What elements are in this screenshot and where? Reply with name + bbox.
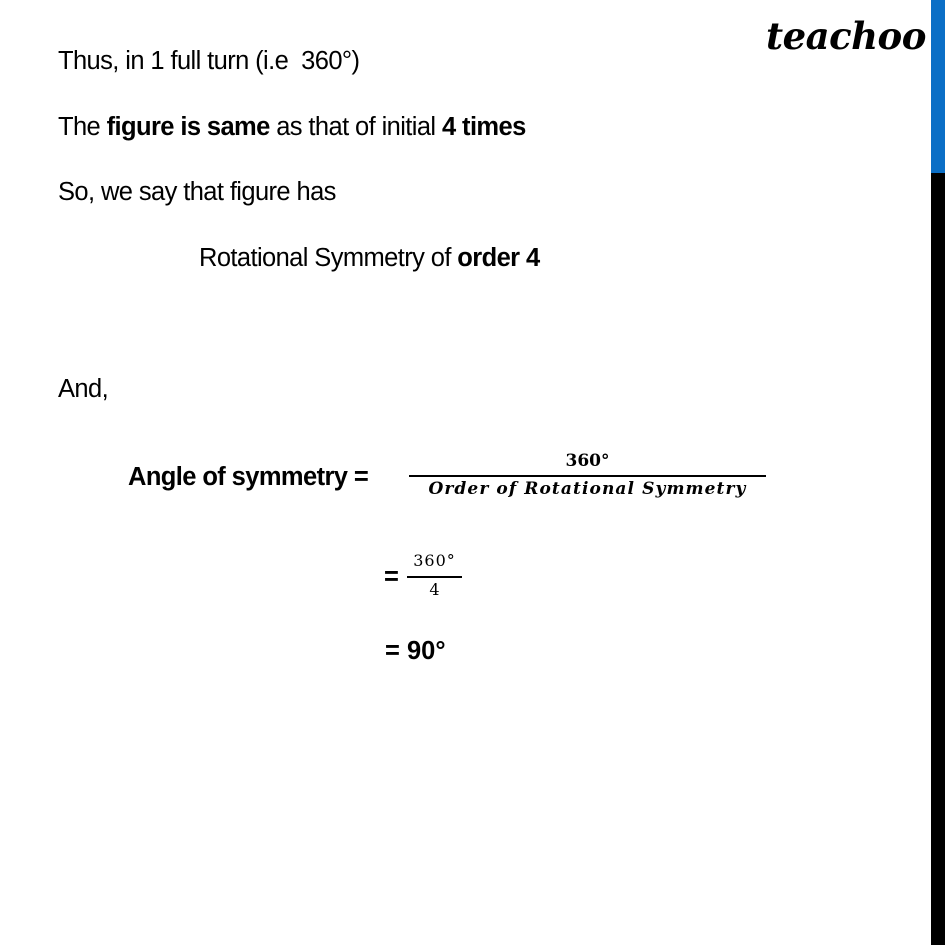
text-line-figure-same	[58, 112, 526, 142]
text-segment: as that of initial	[269, 113, 442, 141]
fraction-numerator: 360°	[565, 451, 610, 471]
text-line-and: And,	[58, 375, 109, 403]
fraction-denominator: Order of Rotational Symmetry	[428, 479, 747, 499]
text-segment: Rotational Symmetry of	[199, 244, 458, 272]
teachoo-logo: teachoo	[766, 14, 926, 58]
text-line-full-turn: Thus, in 1 full turn (i.e 360°)	[58, 47, 360, 75]
bold-figure-is-same: figure is same	[106, 113, 270, 141]
accent-strip-black	[931, 173, 945, 945]
text-segment: The	[58, 113, 107, 141]
step-equals-sign: =	[384, 563, 399, 591]
text-line-rotational-symmetry	[199, 243, 540, 273]
text-line-we-say: So, we say that figure has	[58, 178, 336, 206]
step-fraction	[407, 550, 462, 602]
bold-4-times: 4 times	[441, 113, 526, 141]
result-value: = 90°	[385, 637, 446, 665]
fraction-numerator: 360°	[413, 551, 456, 570]
bold-order-4: order 4	[457, 244, 540, 272]
formula-fraction	[409, 449, 766, 501]
accent-strip-blue	[931, 0, 945, 173]
formula-label: Angle of symmetry =	[128, 463, 369, 491]
fraction-denominator: 4	[429, 580, 440, 599]
